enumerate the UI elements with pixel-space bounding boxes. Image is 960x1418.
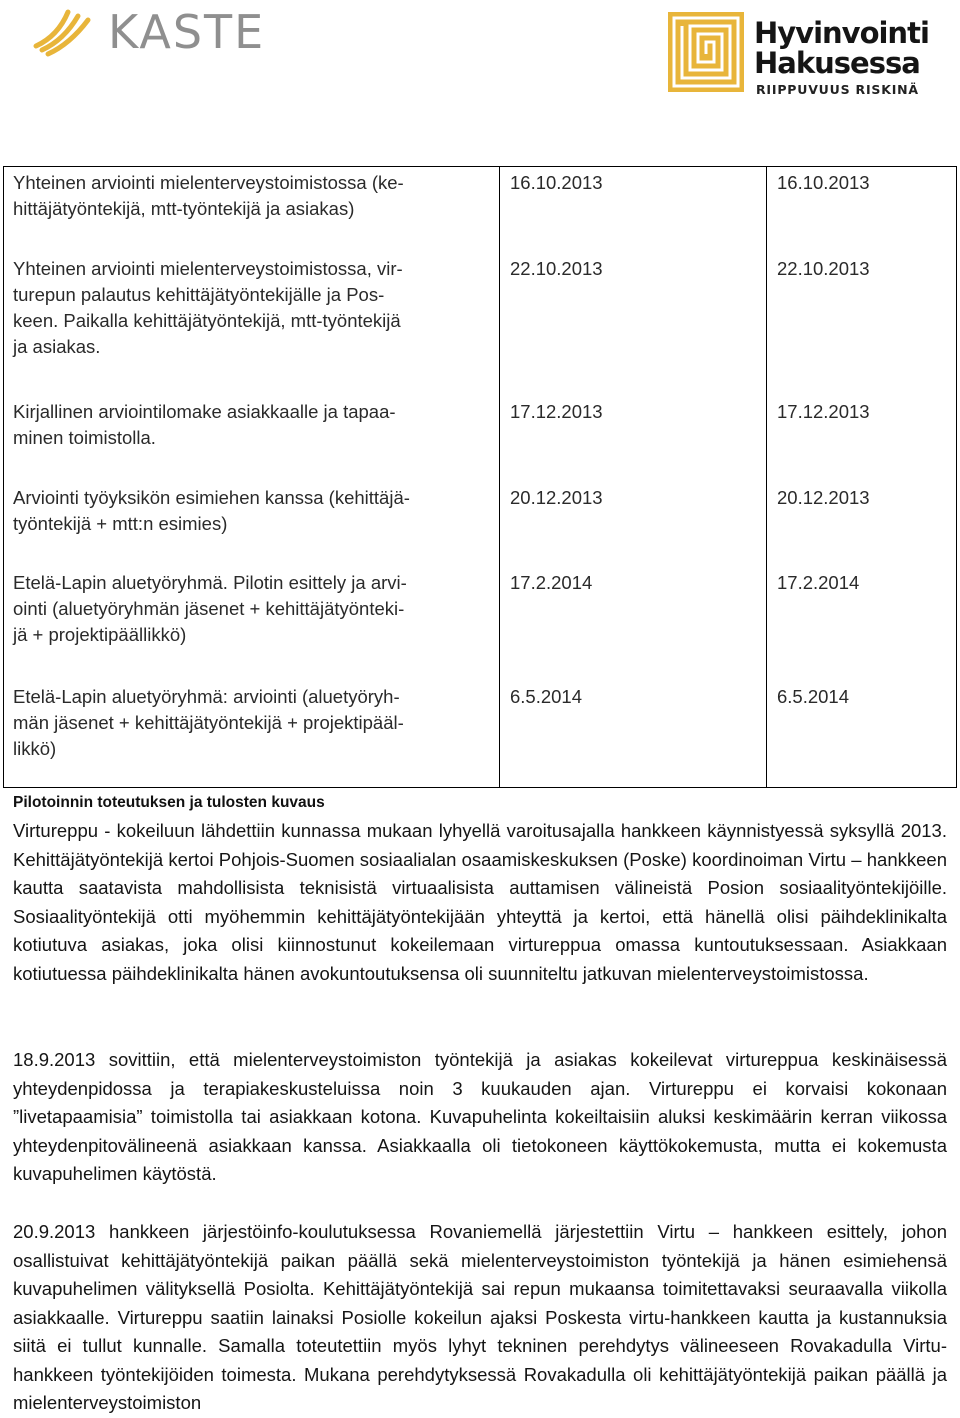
logo-line-1: Hyvinvointi — [754, 16, 929, 50]
table-row-description: Kirjallinen arviointilomake asiakkaalle ja tapaa- minen toimistolla. — [13, 401, 396, 448]
hyvinvointi-hakusessa-logo — [668, 8, 938, 98]
kaste-logo — [28, 6, 288, 58]
table-row-description: Etelä-Lapin aluetyöryhmä: arviointi (aluetyöryh- män jäsenet + kehittäjätyöntekijä + projektipääl- likkö) — [13, 686, 404, 759]
table-row-description: Yhteinen arviointi mielenterveystoimistossa, vir- turepun palautus kehittäjätyöntekijälle ja Pos- keen. Paikalla kehittäjätyöntekijä, mtt-työntekijä ja asiakas. — [13, 258, 403, 357]
table-row-date: 20.12.2013 — [510, 487, 603, 508]
body-paragraph: 20.9.2013 hankkeen järjestöinfo-koulutuksessa Rovaniemellä järjestettiin Virtu – hankkeen esittely, johon osallistuivat kehittäjätyöntekijä paikan päällä sekä mielenterveystoimiston työntekijä ja hänen esimiehensä kuvapuhelimen välityksellä Posiolta. Kehittäjätyöntekijä sai repun mukaansa toimitettavaksi seuraavalla viikolla asiakkaalle. Virtureppu saatiin lainaksi Posiolle kokeilun ajaksi Poskesta virtu-hankkeen kautta ja kustannuksia siitä ei tullut kunnalle. Samalla toteutettiin myös lyhyt tekninen perehdytys välineeseen Rovakadulla Virtu-hankkeen työntekijöiden toimesta. Mukana perehdytyksessä Rovakadulla oli kehittäjätyöntekijä paikan päällä ja mielenterveystoimiston — [13, 1221, 947, 1413]
body-paragraph: 18.9.2013 sovittiin, että mielenterveystoimiston työntekijä ja asiakas kokeilevat virtureppua keskinäisessä yhteydenpidossa ja terapiakeskusteluissa noin 3 kuukauden ajan. Virtureppu ei korvaisi kokonaan ”livetapaamisia” toimistolla tai asiakkaan kotona. Kuvapuhelinta kokeiltaisiin aluksi keskimäärin kerran viikossa yhteydenpitovälineenä asiakkaan kanssa. Asiakkaalla oli tietokoneen käyttökokemusta, mutta ei kokemusta kuvapuhelimen käytöstä. — [13, 1049, 947, 1184]
table-divider — [766, 167, 767, 787]
logo-line-2: Hakusessa — [754, 46, 920, 80]
table-row-description: Etelä-Lapin aluetyöryhmä. Pilotin esittely ja arvi- ointi (aluetyöryhmän jäsenet + kehittäjätyönteki- jä + projektipäällikkö) — [13, 572, 407, 645]
table-row-date: 20.12.2013 — [777, 487, 870, 508]
table-row-description: Yhteinen arviointi mielenterveystoimistossa (ke- hittäjätyöntekijä, mtt-työntekijä ja asiakas) — [13, 172, 404, 219]
maze-logo-icon — [668, 12, 744, 92]
table-row-date: 17.12.2013 — [777, 401, 870, 422]
table-row-date: 22.10.2013 — [777, 258, 870, 279]
section-title: Pilotoinnin toteutuksen ja tulosten kuvaus — [13, 794, 325, 811]
table-row-date: 17.2.2014 — [777, 572, 860, 593]
table-row-date: 22.10.2013 — [510, 258, 603, 279]
kaste-logo-text: KASTE — [108, 5, 266, 59]
table-row-description: Arviointi työyksikön esimiehen kanssa (kehittäjä- työntekijä + mtt:n esimies) — [13, 487, 410, 534]
table-row-date: 6.5.2014 — [777, 686, 850, 707]
table-row-date: 17.2.2014 — [510, 572, 593, 593]
logo-tagline: RIIPPUVUUS RISKINÄ — [756, 82, 919, 97]
table-row-date: 16.10.2013 — [777, 172, 870, 193]
table-row-date: 16.10.2013 — [510, 172, 603, 193]
table-row-date: 6.5.2014 — [510, 686, 583, 707]
schedule-table — [3, 166, 957, 788]
kaste-mark-icon — [28, 6, 98, 58]
body-paragraph: Virtureppu - kokeiluun lähdettiin kunnassa mukaan lyhyellä varoitusajalla hankkeen käynnistyessä syksyllä 2013. Kehittäjätyöntekijä kertoi Pohjois-Suomen sosiaalialan osaamiskeskuksen (Poske) koordinoiman Virtu – hankkeen kautta saatavista mahdollisista teknisistä virtuaalisista auttamisen välineistä Posion sosiaalityöntekijöille. Sosiaalityöntekijä otti myöhemmin kehittäjätyöntekijään yhteyttä ja kertoi, että hänellä olisi päihdeklinikalta kotiutuva asiakas, joka olisi kiinnostunut kokeilemaan virtureppua omassa kuntoutuksessaan. Asiakkaan kotiutuessa päihdeklinikalta hänen avokuntoutuksensa oli suunniteltu jatkuvan mielenterveystoimistossa. — [13, 820, 947, 984]
table-divider — [499, 167, 500, 787]
table-row-date: 17.12.2013 — [510, 401, 603, 422]
